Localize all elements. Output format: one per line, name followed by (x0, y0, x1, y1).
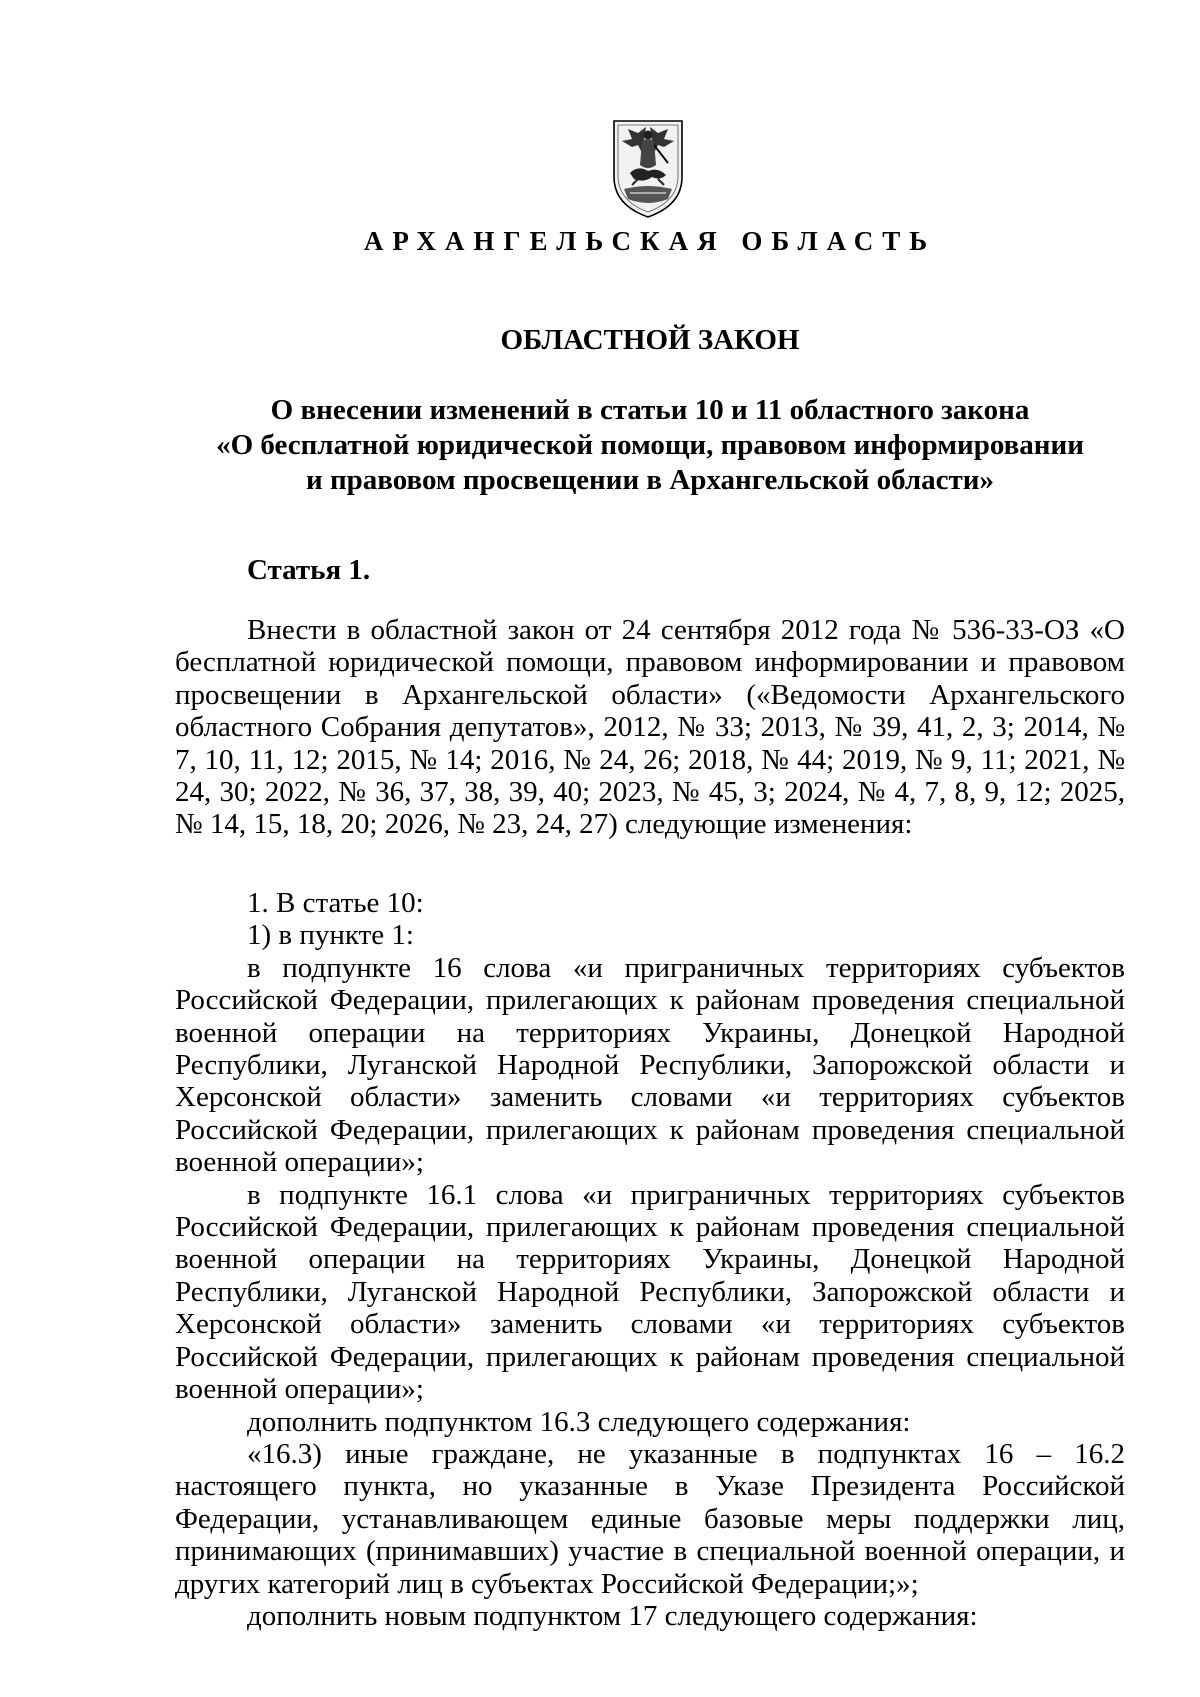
article-intro-block (175, 614, 1125, 841)
amendment-paragraph: 1. В статье 10: (247, 887, 424, 919)
law-title-line: «О бесплатной юридической помощи, правовом информировании (216, 429, 1084, 461)
article-heading: Статья 1. (247, 554, 371, 586)
coat-of-arms-icon (608, 115, 688, 220)
amendment-paragraph: в подпункте 16 слова «и приграничных территориях субъектов Российской Федерации, прилегающих к районам проведения специальной военной операции на территориях Украины, Донецкой Народной Республики, Луганской Народной Республики, Запорожской области и Херсонской области» заменить словами «и территориях субъектов Российской Федерации, прилегающих к районам проведения специальной военной операции»; (175, 951, 1125, 1179)
region-title: АРХАНГЕЛЬСКАЯ ОБЛАСТЬ (363, 226, 937, 256)
law-title-line: и правовом просвещении в Архангельской области» (305, 464, 995, 496)
amendment-paragraph: 1) в пункте 1: (247, 919, 414, 952)
law-title (175, 393, 1125, 498)
amendment-paragraph: «16.3) иные граждане, не указанные в подпунктах 16 – 16.2 настоящего пункта, но указанные в Указе Президента Российской Федерации, устанавливающем единые базовые меры поддержки лиц, принимающих (принимавших) участие в специальной военной операции, и других категорий лиц в субъектах Российской Федерации;»; (175, 1437, 1125, 1600)
amendment-paragraph: дополнить новым подпунктом 17 следующего содержания: (247, 1599, 978, 1632)
article-intro-paragraph: Внести в областной закон от 24 сентября 2012 года № 536-33-ОЗ «О бесплатной юридической помощи, правовом информировании и правовом просвещении в Архангельской области» («Ведомости Архангельского областного Собрания депутатов», 2012, № 33; 2013, № 39, 41, 2, 3; 2014, № 7, 10, 11, 12; 2015, № 14; 2016, № 24, 26; 2018, № 44; 2019, № 9, 11; 2021, № 24, 30; 2022, № 36, 37, 38, 39, 40; 2023, № 45, 3; 2024, № 4, 7, 8, 9, 12; 2025, № 14, 15, 18, 20; 2026, № 23, 24, 27) следующие изменения: (175, 614, 1125, 841)
law-type-heading: ОБЛАСТНОЙ ЗАКОН (500, 324, 800, 356)
amendment-paragraph: в подпункте 16.1 слова «и приграничных территориях субъектов Российской Федерации, прилегающих к районам проведения специальной военной операции на территориях Украины, Донецкой Народной Республики, Луганской Народной Республики, Запорожской области и Херсонской области» заменить словами «и территориях субъектов Российской Федерации, прилегающих к районам проведения специальной военной операции»; (175, 1178, 1125, 1406)
law-title-line: О внесении изменений в статьи 10 и 11 областного закона (270, 394, 1030, 426)
amendments-block (175, 887, 1125, 1632)
amendment-paragraph: дополнить подпунктом 16.3 следующего содержания: (247, 1405, 911, 1438)
